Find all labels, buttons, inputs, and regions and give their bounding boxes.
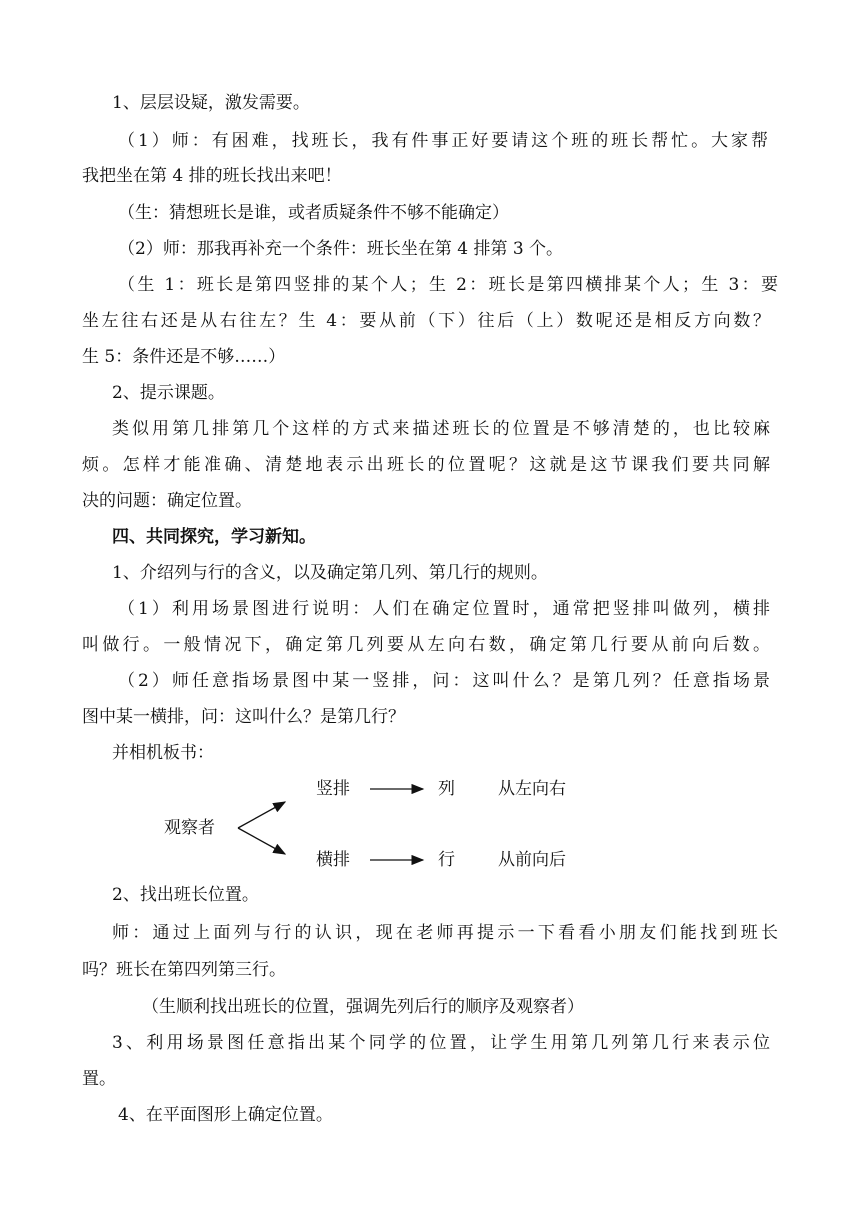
branch-up-arrow xyxy=(238,802,285,828)
paragraph-line: 叫做行。一般情况下，确定第几列要从左向右数，确定第几行要从前向后数。 xyxy=(82,635,770,655)
step-3-heading: 3、利用场景图任意指出某个同学的位置，让学生用第几列第几行来表示位 xyxy=(112,1033,770,1053)
left-to-right-label: 从左向右 xyxy=(498,779,566,799)
observer-label: 观察者 xyxy=(164,818,215,838)
step-2-heading: 2、提示课题。 xyxy=(112,383,225,403)
section-4-heading: 四、共同探究，学习新知。 xyxy=(112,527,316,547)
paragraph-line: 师：通过上面列与行的认识，现在老师再提示一下看看小朋友们能找到班长 xyxy=(112,923,778,943)
paragraph-line: 图中某一横排，问：这叫什么？是第几行？ xyxy=(82,707,405,727)
paragraph-line: （1）师：有困难，找班长，我有件事正好要请这个班的班长帮忙。大家帮 xyxy=(118,131,768,151)
paragraph-line: 生 5：条件还是不够……） xyxy=(82,347,286,367)
vertical-row-label: 竖排 xyxy=(316,779,350,799)
paragraph-line: 类似用第几排第几个这样的方式来描述班长的位置是不够清楚的，也比较麻 xyxy=(112,419,770,439)
branch-down-arrow xyxy=(238,828,285,854)
paragraph-line: （生：猜想班长是谁，或者质疑条件不够不能确定） xyxy=(118,203,509,223)
step-1-heading: 1、层层设疑，激发需要。 xyxy=(112,93,310,113)
paragraph-line: （1）利用场景图进行说明：人们在确定位置时，通常把竖排叫做列，横排 xyxy=(118,599,770,619)
paragraph-line: 坐左往右还是从右往左？生 4：要从前（下）往后（上）数呢还是相反方向数？ xyxy=(82,311,770,331)
row-label: 行 xyxy=(438,850,455,870)
paragraph-line: （2）师任意指场景图中某一竖排，问：这叫什么？是第几列？任意指场景 xyxy=(118,671,770,691)
paragraph-line: 烦。怎样才能准确、清楚地表示出班长的位置呢？这就是这节课我们要共同解 xyxy=(82,455,770,475)
step-1-heading: 1、介绍列与行的含义，以及确定第几列、第几行的规则。 xyxy=(112,563,548,583)
paragraph-line: （生 1：班长是第四竖排的某个人；生 2：班长是第四横排某个人；生 3：要 xyxy=(118,275,778,295)
column-label: 列 xyxy=(438,779,455,799)
horizontal-row-label: 横排 xyxy=(316,850,350,870)
paragraph-line: 决的问题：确定位置。 xyxy=(82,491,252,511)
paragraph-line: 我把坐在第 4 排的班长找出来吧！ xyxy=(82,166,342,186)
paragraph-line: （生顺利找出班长的位置，强调先列后行的顺序及观察者） xyxy=(142,997,584,1017)
step-2-heading: 2、找出班长位置。 xyxy=(112,885,259,905)
paragraph-line: 并相机板书： xyxy=(112,743,214,763)
paragraph-line: （2）师：那我再补充一个条件：班长坐在第 4 排第 3 个。 xyxy=(118,239,564,259)
paragraph-line: 置。 xyxy=(82,1069,116,1089)
step-4-heading: 4、在平面图形上确定位置。 xyxy=(118,1105,333,1125)
front-to-back-label: 从前向后 xyxy=(498,850,566,870)
paragraph-line: 吗？班长在第四列第三行。 xyxy=(82,960,286,980)
